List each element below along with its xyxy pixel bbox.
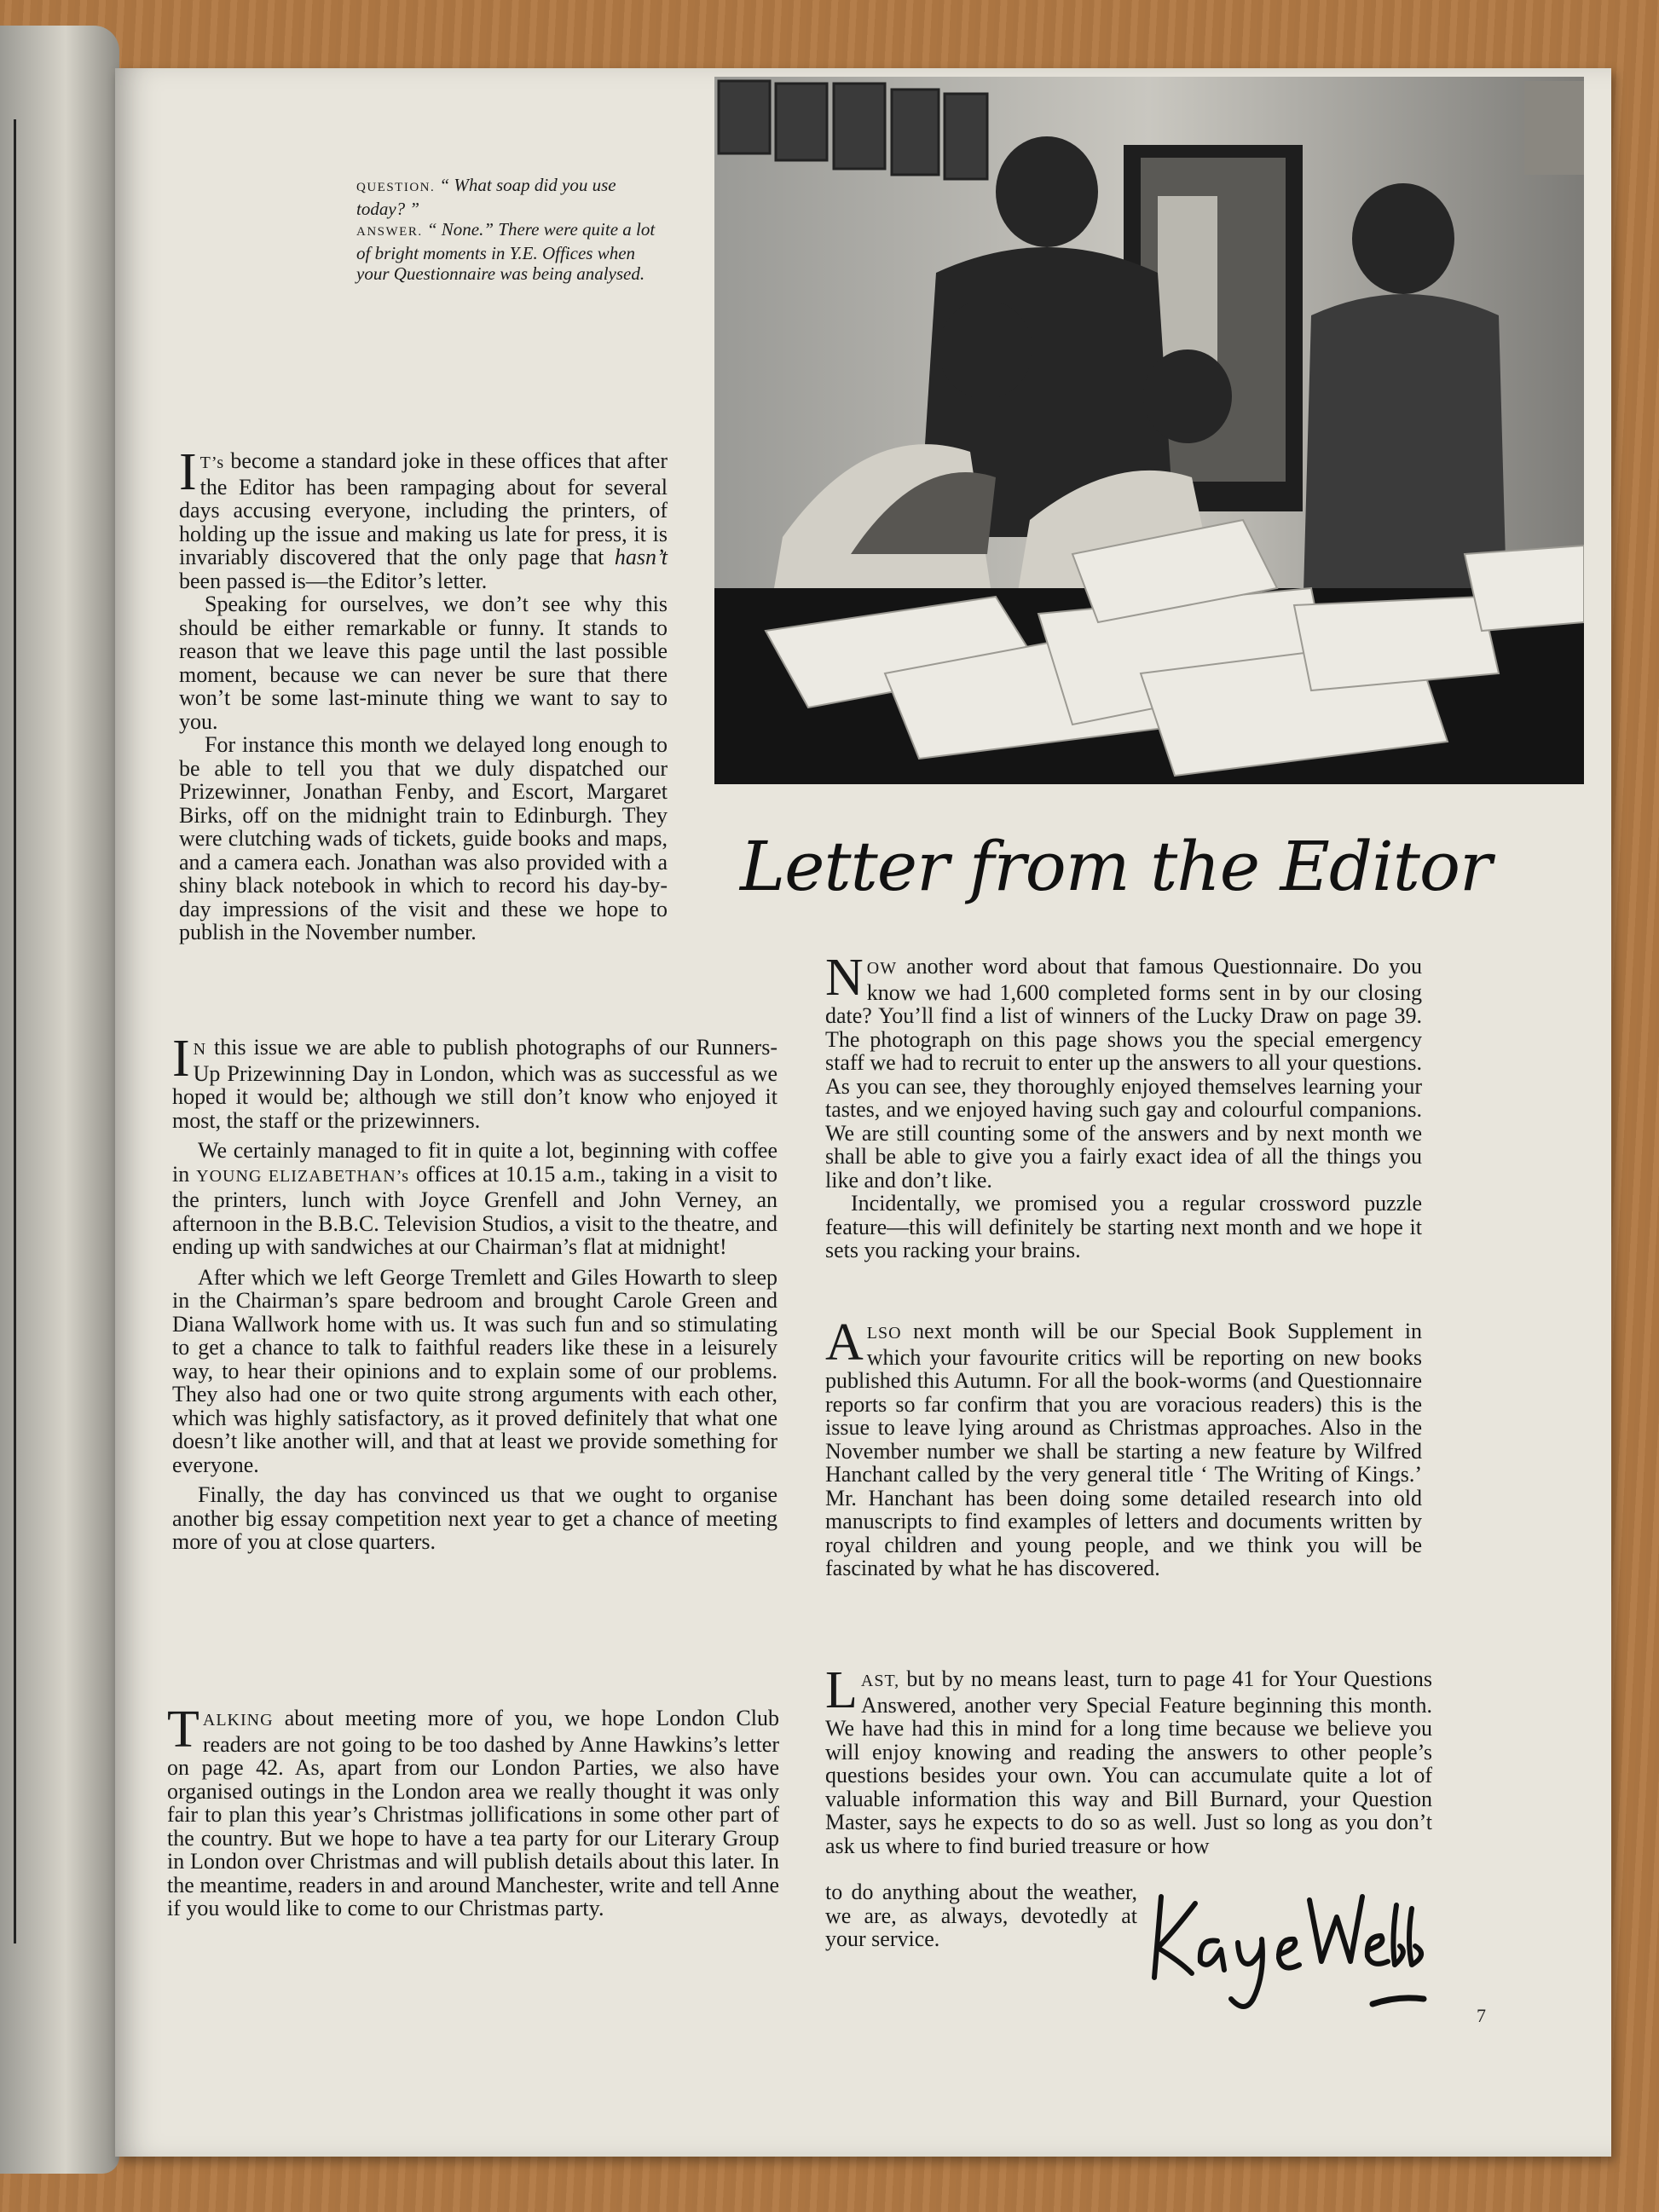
signature-drawing <box>1142 1880 1432 2016</box>
lead-in: N <box>193 1040 207 1059</box>
editor-signature <box>1142 1880 1432 2016</box>
paragraph: Finally, the day has convinced us that we ought to organise another big essay competition next year to get a chance of meeting more of you at close quarters. <box>172 1482 777 1554</box>
paragraph-text: about meeting more of you, we hope London Club readers are not going to be too dashed by Anne Hawkins’s letter on page 42. As, apart from our London Parties, we also have organised outings in the London area we really thought it was only fair to plan this year’s Christmas jollifications in some other part of the country. But we hope to have a tea party for our Literary Group in London over Christmas and will publish details about this later. In the meantime, readers in and around Manchester, write and tell Anne if you would like to come to our Christmas party. <box>167 1706 779 1920</box>
paragraph-text: become a standard joke in these offices that after the Editor has been rampaging about for several days accusing everyone, including the printers, of holding up the issue and making us late for press, it is invariably discovered that the only page that <box>179 448 668 569</box>
magazine-name: YOUNG ELIZABETHAN’s <box>196 1166 410 1186</box>
paragraph: For instance this month we delayed long enough to be able to tell you that we duly dispatched our Prizewinner, Jonathan Fenby, and Escort, Margaret Birks, off on the midnight train to Edinburgh. They were clutching wads of tickets, guide books and maps, and a camera each. Jonathan was also provided with a shiny black notebook in which to record his day-by-day impressions of the visit and these we hope to publish in the November number. <box>179 732 668 944</box>
intro-section <box>179 443 668 944</box>
dropcap: L <box>825 1661 858 1719</box>
paragraph-text: this issue we are able to publish photographs of our Runners-Up Prizewinning Day in London, which was as successful as we hoped it would be; although we still don’t know who enjoyed it most, the staff or the prizewinners. <box>172 1035 777 1133</box>
dropcap: I <box>179 443 197 501</box>
lead-in: OW <box>866 959 898 978</box>
page-border-line <box>0 119 16 1943</box>
photo-illustration <box>714 77 1584 784</box>
runners-up-section <box>172 1030 778 1554</box>
dropcap: I <box>172 1030 190 1088</box>
lead-in: ALKING <box>202 1711 274 1730</box>
photo-caption-qa <box>356 175 668 285</box>
emphasis-text: hasn’t <box>614 545 668 569</box>
paragraph-text: but by no means least, turn to page 41 for Your Questions Answered, another very Special Feature beginning this month. We have had this in mind for a long time because we believe you will enjoy knowing and reading the answers to other people’s questions besides your own. You can accumulate quite a lot of valuable information this way and Bill Burnard, your Question Master, says he expects to do so as well. Just so long as you don’t ask us where to find buried treasure or how <box>825 1666 1432 1858</box>
paragraph: Incidentally, we promised you a regular crossword puzzle feature—this will definitely be starting next month and we hope it sets you racking your brains. <box>825 1191 1422 1262</box>
paragraph: After which we left George Tremlett and Giles Howarth to sleep in the Chairman’s spare bedroom and brought Carole Green and Diana Wallwork home with us. It was such fun and so stimulating to get a chance to talk to faithful readers like these in a leisurely way, to hear their opinions and to explain some of our problems. They also had one or two quite strong arguments with each other, which was highly satisfactory, as it proved definitely that what one doesn’t like another will, and that at least we provide something for everyone. <box>172 1264 777 1477</box>
paragraph-text: another word about that famous Questionnaire. Do you know we had 1,600 completed forms sent in by our closing date? You’ll find a list of winners of the Lucky Draw on page 39. The photograph on this page shows you the special emergency staff we had to recruit to enter up the answers to all your questions. As you can see, they thoroughly enjoyed themselves learning your tastes, and we enjoyed having such gay and colourful companions. We are still counting some of the answers and by next month we shall be able to give you a fairly exact idea of all the things you like and don’t like. <box>825 954 1422 1193</box>
dropcap: T <box>167 1701 199 1759</box>
paragraph-text: We certainly managed to fit in quite a lot, beginning with coffee in <box>172 1138 777 1187</box>
paragraph-text: been passed is—the Editor’s letter. <box>179 568 488 593</box>
dropcap: A <box>825 1314 864 1372</box>
paragraph: Speaking for ourselves, we don’t see why this should be either remarkable or funny. It stands to reason that we leave this page until the last possible moment, because we can never be sure that there won’t be some last-minute thing we want to say to you. <box>179 592 668 734</box>
paragraph-text: next month will be our Special Book Supplement in which your favourite critics will be reporting on new books published this Autumn. For all the book-worms (and Questionnaire reports so far confirm that you are voracious readers) this is the issue to leave lying around as Christmas approaches. Also in the November number we shall be starting a new feature by Wilfred Hanchant called by the very general title ‘ The Writing of Kings.’ Mr. Hanchant has been doing some detailed research into old manuscripts to find examples of letters and documents written by royal children and young people, and we think you will be fascinated by what he has discovered. <box>825 1319 1422 1580</box>
answer-label: ANSWER. <box>356 225 423 239</box>
page-title: Letter from the Editor <box>740 827 1492 906</box>
questions-answered-section <box>825 1661 1432 1858</box>
page-number: 7 <box>1477 2005 1486 2026</box>
lead-in: LSO <box>866 1324 902 1343</box>
question-label: QUESTION. <box>356 181 436 194</box>
answer-text: “ None.” There were quite a lot of bright moments in Y.E. Offices when your Questionnaire was being analysed. <box>356 219 656 284</box>
lead-in: T’s <box>199 453 225 472</box>
dropcap: N <box>825 949 864 1007</box>
london-club-section <box>167 1701 779 1920</box>
closing-lines <box>825 1880 1137 1951</box>
paragraph-text: offices at 10.15 a.m., taking in a visit to the printers, lunch with Joyce Grenfell and John Verney, an afternoon in the B.B.C. Television Studios, a visit to the theatre, and ending up with sandwiches at our Chairman’s flat at midnight! <box>172 1161 778 1259</box>
lead-in: AST, <box>860 1672 900 1690</box>
questionnaire-section <box>825 949 1422 1262</box>
book-supplement-section <box>825 1314 1422 1580</box>
previous-page-edge <box>0 26 119 2174</box>
paragraph: to do anything about the weather, we are, as always, devotedly at your service. <box>825 1880 1137 1951</box>
question-text: “ What soap did you use today? ” <box>356 175 616 219</box>
photograph-editorial-staff <box>714 77 1584 784</box>
